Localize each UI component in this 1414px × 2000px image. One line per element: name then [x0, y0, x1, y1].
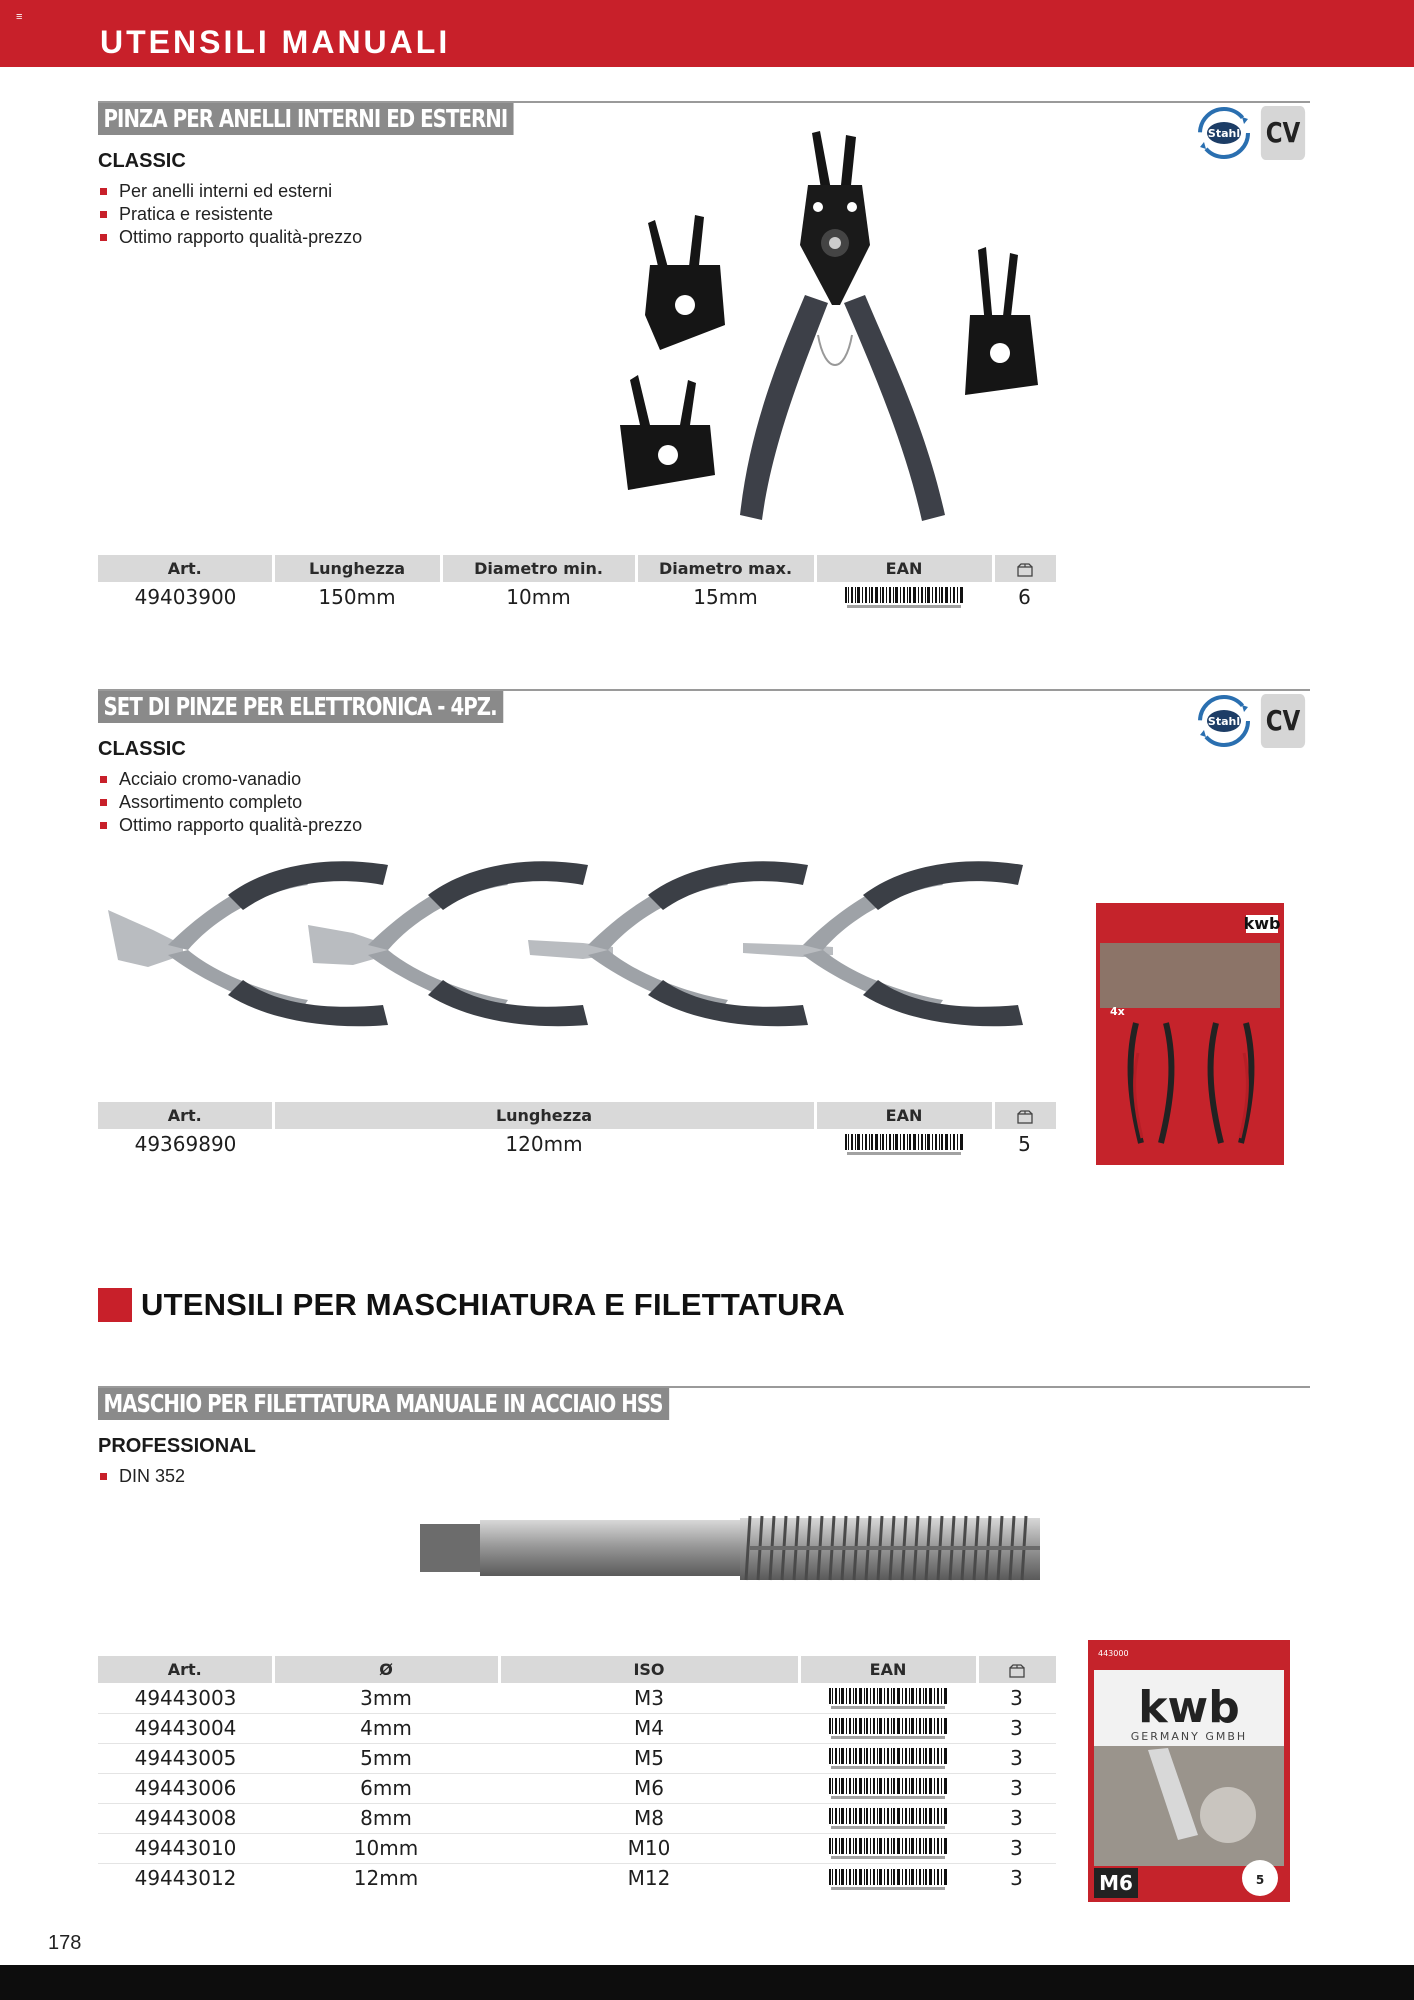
barcode-icon [845, 587, 963, 609]
cell-ean [799, 1863, 977, 1893]
cell-art: 49443012 [134, 1866, 237, 1891]
cell-length: 150mm [318, 585, 396, 609]
barcode-icon [829, 1748, 947, 1770]
cell-dia-max: 15mm [693, 585, 758, 609]
cell-diameter: 6mm [273, 1773, 499, 1803]
table-header-row [98, 1656, 1056, 1683]
footer-bar [0, 1965, 1414, 2000]
feature-list [98, 768, 362, 837]
cell-ean [799, 1773, 977, 1803]
cell-art: 49443005 [98, 1743, 273, 1773]
barcode-icon [829, 1688, 947, 1710]
cell-iso: M4 [499, 1713, 799, 1743]
table-row [98, 1803, 1056, 1833]
col-header-dia-min: Diametro min. [441, 555, 636, 582]
cell-art: 49443008 [98, 1803, 273, 1833]
col-header-length: Lunghezza [273, 555, 441, 582]
list-item: Per anelli interni ed esterni [98, 180, 362, 203]
cell-ean [799, 1713, 977, 1743]
category-heading: UTENSILI PER MASCHIATURA E FILETTATURA [141, 1287, 845, 1322]
cell-iso: M12 [627, 1866, 671, 1891]
stahl-badge-icon [1198, 107, 1250, 159]
package-size: M6 [1099, 1871, 1133, 1895]
electronics-pliers-image [108, 855, 1058, 1035]
product-line: PROFESSIONAL [98, 1435, 256, 1457]
product-line: CLASSIC [98, 738, 186, 760]
cell-ean [815, 1129, 993, 1159]
col-header-iso: ISO [499, 1656, 799, 1683]
cell-art: 49443010 [98, 1833, 273, 1863]
list-item: Acciaio cromo-vanadio [98, 768, 362, 791]
cv-badge: CV [1261, 106, 1305, 160]
barcode-icon [829, 1869, 947, 1891]
package-brand: kwb [1243, 914, 1281, 933]
tap-package-image [1088, 1640, 1290, 1902]
package-icon [1017, 563, 1033, 577]
cell-diameter: 12mm [353, 1866, 419, 1891]
cell-diameter: 4mm [273, 1713, 499, 1743]
cell-ean [799, 1833, 977, 1863]
cell-dia-min: 10mm [506, 585, 571, 609]
col-header-pack [993, 1102, 1056, 1129]
cell-diameter: 3mm [273, 1683, 499, 1713]
cell-pack: 5 [1018, 1132, 1031, 1156]
cv-badge: CV [1261, 694, 1305, 748]
tap-image [420, 1508, 1060, 1588]
barcode-icon [829, 1808, 947, 1830]
cell-pack: 3 [977, 1683, 1056, 1713]
cell-ean [799, 1743, 977, 1773]
package-brand-sub: GERMANY GMBH [1130, 1730, 1248, 1743]
package-pack-count: 5 [1255, 1873, 1265, 1887]
cell-iso: M6 [499, 1773, 799, 1803]
cell-art: 49443006 [98, 1773, 273, 1803]
cell-pack: 3 [1010, 1866, 1023, 1891]
stahl-label: Stahl [1207, 715, 1241, 728]
col-header-ean: EAN [815, 555, 993, 582]
table-row [98, 1833, 1056, 1863]
cell-diameter: 8mm [273, 1803, 499, 1833]
col-header-ean: EAN [799, 1656, 977, 1683]
col-header-pack [993, 555, 1056, 582]
package-brand: kwb [1138, 1682, 1240, 1733]
table-row [98, 1743, 1056, 1773]
cell-diameter: 5mm [273, 1743, 499, 1773]
cell-pack: 3 [977, 1713, 1056, 1743]
list-item: Pratica e resistente [98, 203, 362, 226]
cell-iso: M3 [499, 1683, 799, 1713]
cell-ean [799, 1683, 977, 1713]
col-header-art: Art. [98, 555, 273, 582]
spec-table-circlip [98, 555, 1056, 612]
cell-iso: M8 [499, 1803, 799, 1833]
barcode-icon [829, 1778, 947, 1800]
col-header-dia-max: Diametro max. [636, 555, 815, 582]
header-bar [0, 0, 1414, 67]
cell-art: 49369890 [134, 1132, 237, 1156]
table-row [98, 1863, 1056, 1893]
cell-pack: 3 [977, 1743, 1056, 1773]
table-row [98, 1773, 1056, 1803]
cell-art: 49403900 [134, 585, 237, 609]
barcode-icon [829, 1838, 947, 1860]
section-title: MASCHIO PER FILETTATURA MANUALE IN ACCIAIO HSS [98, 1388, 669, 1420]
list-item: Assortimento completo [98, 791, 362, 814]
list-item: Ottimo rapporto qualità-prezzo [98, 814, 362, 837]
col-header-art: Art. [98, 1656, 273, 1683]
cell-pack: 3 [977, 1773, 1056, 1803]
barcode-icon [829, 1718, 947, 1740]
table-row [98, 1129, 1056, 1159]
col-header-art: Art. [98, 1102, 273, 1129]
stahl-badge-icon [1198, 695, 1250, 747]
feature-list [98, 1465, 185, 1488]
cell-iso: M5 [499, 1743, 799, 1773]
cell-diameter: 10mm [273, 1833, 499, 1863]
list-item: Ottimo rapporto qualità-prezzo [98, 226, 362, 249]
spec-table-electronics [98, 1102, 1056, 1159]
product-line: CLASSIC [98, 150, 186, 172]
cell-pack: 3 [977, 1803, 1056, 1833]
badge-group [1198, 105, 1310, 161]
table-row [98, 1683, 1056, 1713]
cell-ean [799, 1803, 977, 1833]
stahl-label: Stahl [1207, 127, 1241, 140]
table-row [98, 582, 1056, 612]
section-title: SET DI PINZE PER ELETTRONICA - 4PZ. [98, 691, 503, 723]
section-title: PINZA PER ANELLI INTERNI ED ESTERNI [98, 103, 514, 135]
page-number: 178 [48, 1932, 82, 1954]
cell-art: 49443004 [98, 1713, 273, 1743]
category-marker [98, 1288, 132, 1322]
list-item: DIN 352 [98, 1465, 185, 1488]
spec-table-taps [98, 1656, 1056, 1893]
package-icon [1017, 1110, 1033, 1124]
barcode-icon [845, 1134, 963, 1156]
col-header-ean: EAN [815, 1102, 993, 1129]
cell-art: 49443003 [98, 1683, 273, 1713]
cell-pack: 3 [977, 1833, 1056, 1863]
badge-group [1198, 693, 1310, 749]
table-row [98, 1713, 1056, 1743]
package-count: 4x [1110, 1005, 1125, 1018]
menu-icon[interactable]: ≡ [16, 11, 23, 23]
cell-iso: M10 [499, 1833, 799, 1863]
feature-list [98, 180, 362, 249]
page-title: UTENSILI MANUALI [100, 24, 451, 60]
col-header-pack [977, 1656, 1056, 1683]
col-header-diameter: Ø [273, 1656, 499, 1683]
package-code: 443000 [1098, 1649, 1129, 1658]
package-icon [1009, 1664, 1025, 1678]
col-header-length: Lunghezza [273, 1102, 815, 1129]
table-header-row [98, 1102, 1056, 1129]
table-header-row [98, 555, 1056, 582]
cell-pack: 6 [1018, 585, 1031, 609]
circlip-pliers-image [600, 125, 1060, 525]
electronics-package-image [1096, 903, 1284, 1165]
cell-ean [815, 582, 993, 612]
cell-length: 120mm [505, 1132, 583, 1156]
